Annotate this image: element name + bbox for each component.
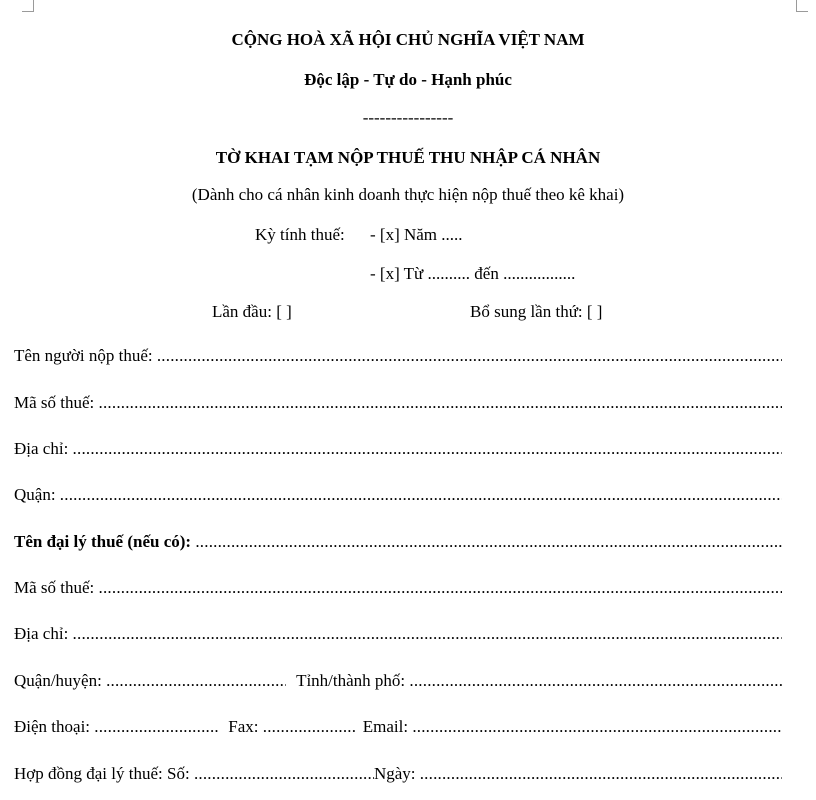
- taxpayer-name-field[interactable]: [157, 346, 782, 366]
- agent-taxcode-label: Mã số thuế:: [14, 578, 95, 597]
- agent-date-field[interactable]: [420, 764, 782, 784]
- divider: ----------------: [362, 108, 454, 127]
- period-label: Kỳ tính thuế:: [255, 225, 345, 244]
- agent-fax-field[interactable]: [263, 717, 355, 737]
- taxpayer-district-row: [14, 485, 782, 505]
- taxpayer-taxcode-label: Mã số thuế:: [14, 393, 95, 412]
- period-year: - [x] Năm .....: [370, 225, 463, 244]
- agent-phone-label: Điện thoại:: [14, 717, 91, 736]
- agent-name-label: Tên đại lý thuế (nếu có):: [14, 532, 192, 551]
- agent-email-label: Email:: [362, 717, 409, 736]
- agent-province-label: Tỉnh/thành phố:: [296, 671, 406, 690]
- agent-phone-field[interactable]: [94, 717, 218, 737]
- agent-address-field[interactable]: [73, 624, 782, 644]
- taxpayer-address-field[interactable]: [73, 439, 782, 459]
- supplement-checkbox[interactable]: Bổ sung lần thứ: [ ]: [470, 302, 603, 321]
- agent-contact-row: [14, 717, 782, 737]
- first-time-checkbox[interactable]: Lần đầu: [ ]: [212, 302, 292, 321]
- form-title: TỜ KHAI TẠM NỘP THUẾ THU NHẬP CÁ NHÂN: [215, 148, 601, 167]
- crop-mark-left-h: [22, 11, 34, 12]
- agent-district-label: Quận/huyện:: [14, 671, 102, 690]
- agent-fax-label: Fax:: [228, 717, 259, 736]
- form-subtitle: (Dành cho cá nhân kinh doanh thực hiện nộp thuế theo kê khai): [191, 185, 625, 204]
- agent-contract-row: [14, 764, 782, 784]
- taxpayer-district-field[interactable]: [60, 485, 782, 505]
- agent-email-field[interactable]: [412, 717, 782, 737]
- taxpayer-taxcode-field[interactable]: [99, 393, 782, 413]
- agent-contract-number-field[interactable]: [194, 764, 374, 784]
- agent-district-field[interactable]: [106, 671, 286, 691]
- motto: Độc lập - Tự do - Hạnh phúc: [304, 70, 512, 89]
- taxpayer-taxcode-row: [14, 393, 782, 413]
- taxpayer-address-label: Địa chỉ:: [14, 439, 69, 458]
- agent-taxcode-row: [14, 578, 782, 598]
- agent-location-row: [14, 671, 782, 691]
- taxpayer-name-row: [14, 346, 782, 366]
- agent-name-field[interactable]: [195, 532, 782, 552]
- agent-contract-label: Hợp đồng đại lý thuế: Số:: [14, 764, 190, 783]
- agent-province-field[interactable]: [409, 671, 782, 691]
- agent-address-row: [14, 624, 782, 644]
- crop-mark-right-h: [796, 11, 808, 12]
- agent-date-label: Ngày:: [373, 764, 416, 783]
- agent-name-row: [14, 532, 782, 552]
- agent-taxcode-field[interactable]: [99, 578, 782, 598]
- nation-heading: CỘNG HOÀ XÃ HỘI CHỦ NGHĨA VIỆT NAM: [231, 30, 585, 49]
- taxpayer-address-row: [14, 439, 782, 459]
- taxpayer-name-label: Tên người nộp thuế:: [14, 346, 153, 365]
- taxpayer-district-label: Quận:: [14, 485, 56, 504]
- agent-address-label: Địa chỉ:: [14, 624, 69, 643]
- period-range: - [x] Từ .......... đến .................: [370, 264, 576, 283]
